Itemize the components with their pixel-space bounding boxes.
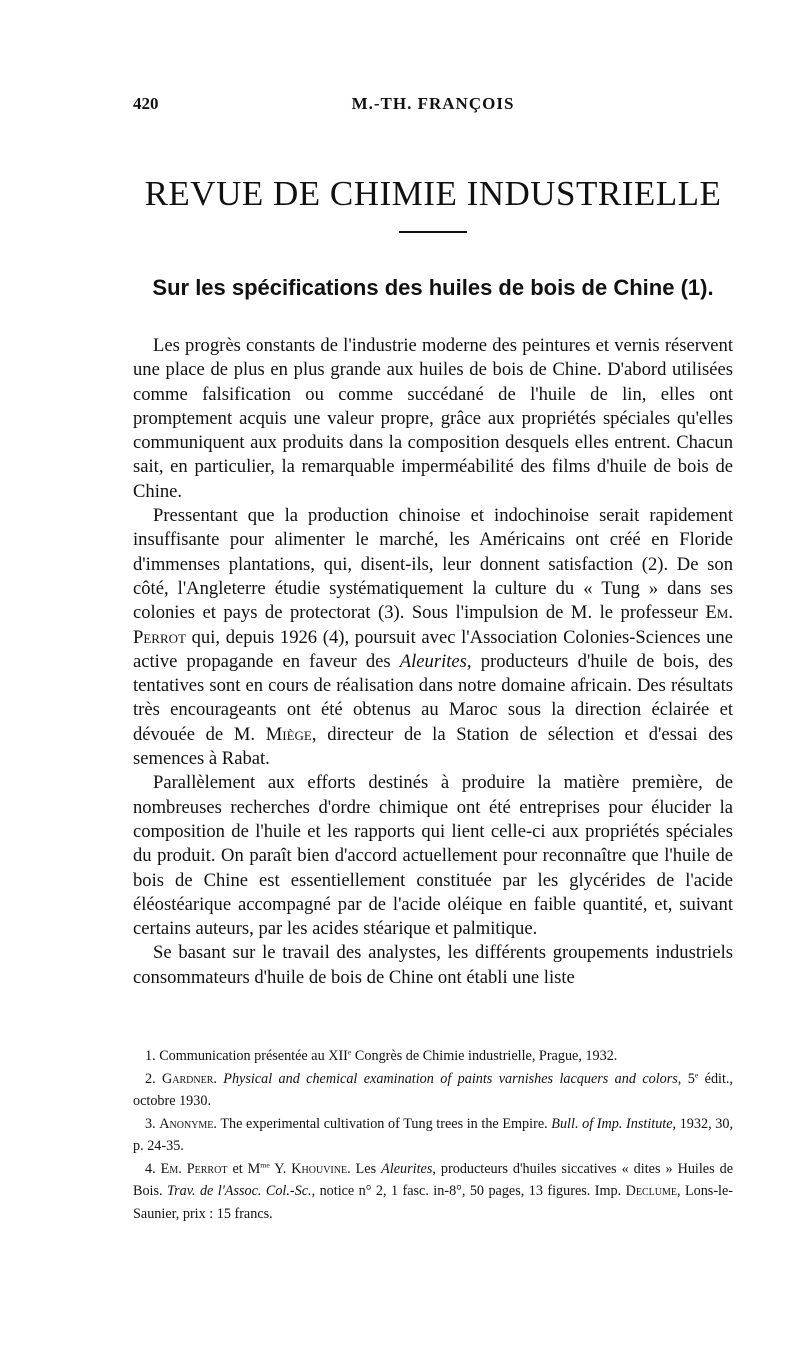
paragraph-2: [133, 504, 733, 771]
footnote-text: , Lons-le-Saunier, prix : 15 francs.: [133, 1183, 734, 1222]
superscript: e: [347, 1047, 352, 1057]
paragraph-1: [133, 334, 733, 504]
paragraph-1-text: Les progrès constants de l'industrie moderne des peintures et vernis réservent une place de plus en plus grande aux huiles de bois de Chine. D'abord utilisées comme falsification ou comme succédané de l'huile de lin, elles ont promptement acquis une valeur propre, grâce aux propriétés spéciales qu'elles communiquent aux produits dans la composition desquels elles entrent. Chacun sait, en particulier, la remarquable imperméabilité des films d'huile de bois de Chine.: [133, 335, 733, 502]
footnote-number: 4.: [145, 1160, 156, 1177]
superscript: me: [260, 1159, 270, 1169]
footnote-text: , notice n° 2, 1 fasc. in-8°, 50 pages, 13 figures. Imp.: [311, 1183, 626, 1199]
paragraph-2-text: , poursuit avec l'Association Colonies-Sciences une active propagande en faveur des: [133, 626, 733, 672]
footnote-ref-3: (3): [378, 602, 400, 624]
footnote-journal: Bull. of Imp. Institute: [551, 1115, 673, 1132]
footnote-text: . Les: [347, 1160, 382, 1177]
footnote-number: 1.: [145, 1048, 156, 1064]
paragraph-3-text: Parallèlement aux efforts destinés à produire la matière première, de nombreuses recherches d'ordre chimique ont été entreprises pour élucider la composition de l'huile et les rapports qui lient celle-ci aux propriétés spéciales du produit. On paraît bien d'accord actuellement pour reconnaître que l'huile de bois de Chine est essentiellement constituée par les glycérides de l'acide éléostéarique accompagné par de l'acide oléique en faible quantité, et, suivant certains auteurs, par les acides stéarique et palmitique.: [133, 772, 733, 940]
footnote-ref-1: (1).: [680, 275, 714, 300]
paragraph-3: [133, 771, 733, 941]
paragraph-4: [133, 941, 733, 990]
paragraph-2-text: , producteurs d'huile de bois, des tentatives sont en cours de réalisation dans notre domaine africain. Des résultats très encourageants ont été obtenus au Maroc sous la direction éclairée et dévouée de M.: [133, 650, 733, 745]
person-name: Miège: [265, 723, 312, 745]
genus-name: Aleurites: [381, 1160, 433, 1177]
footnote-number: 3.: [145, 1115, 156, 1132]
footnote-text: , producteurs d'huiles siccatives « dites » Huiles de Bois.: [133, 1160, 734, 1199]
article-title-text: Sur les spécifications des huiles de bois de Chine: [152, 275, 675, 300]
author-name: Em. Perrot: [133, 602, 733, 648]
footnote-book-title: Physical and chemical examination of paints varnishes lacquers and colors: [223, 1070, 678, 1087]
article-body: [133, 334, 733, 990]
printer-name: Declume: [625, 1183, 677, 1199]
genus-name: Aleurites: [399, 650, 467, 672]
footnote-text: et M: [227, 1160, 261, 1177]
footnote-1: [133, 1045, 733, 1068]
title-rule: [399, 231, 467, 233]
page-number: 420: [133, 94, 159, 113]
footnote-author: Khouvine: [291, 1160, 348, 1177]
footnote-text: édit., octobre 1930.: [133, 1070, 734, 1109]
footnote-text: , 5: [677, 1070, 695, 1087]
footnote-author: Gardner: [162, 1070, 214, 1087]
paragraph-2-text: qui, depuis 1926: [185, 626, 323, 648]
footnote-author: Em. Perrot: [160, 1160, 228, 1177]
footnote-journal: Trav. de l'Assoc. Col.-Sc.: [167, 1183, 312, 1199]
footnote-text: Y.: [269, 1160, 292, 1177]
paragraph-2-text: . De son côté, l'Angleterre étudie systématiquement la culture du « Tung » dans ses colonies et pays de protectorat: [133, 553, 733, 624]
footnote-number: 2.: [145, 1070, 156, 1087]
article-title: [133, 275, 733, 301]
footnote-text: Communication présentée au XII: [159, 1048, 348, 1064]
section-title: REVUE DE CHIMIE INDUSTRIELLE: [144, 174, 722, 213]
footnote-4: [133, 1158, 733, 1226]
footnote-3: [133, 1113, 733, 1158]
footnote-text: Congrès de Chimie industrielle, Prague, 1932.: [351, 1048, 618, 1064]
running-head: [133, 94, 733, 118]
footnote-author: Anonyme: [159, 1115, 214, 1132]
paragraph-2-text: Pressentant que la production chinoise et indochinoise serait rapidement insuffisante pour alimenter le marché, les Américains ont créé en Floride d'immenses plantations, qui, disent-ils, leur donnent satisfaction: [133, 505, 733, 575]
footnote-ref-4: (4): [322, 626, 345, 648]
superscript: e: [694, 1069, 699, 1079]
paragraph-4-text: Se basant sur le travail des analystes, les différents groupements industriels consommateurs d'huile de bois de Chine ont établi une liste: [133, 942, 733, 988]
footnote-2: [133, 1068, 733, 1113]
footnotes: [133, 1045, 733, 1225]
paragraph-2-text: . Sous l'impulsion de M. le professeur: [399, 602, 706, 624]
running-title: M.-TH. FRANÇOIS: [351, 94, 515, 113]
footnote-ref-2: (2): [641, 553, 664, 575]
footnote-text: .: [213, 1070, 224, 1087]
footnote-text: . The experimental cultivation of Tung trees in the Empire.: [213, 1115, 552, 1132]
footnote-text: , 1932, 30, p. 24-35.: [133, 1115, 733, 1154]
paragraph-2-text: , directeur de la Station de sélection et d'essai des semences à Rabat.: [133, 723, 734, 770]
